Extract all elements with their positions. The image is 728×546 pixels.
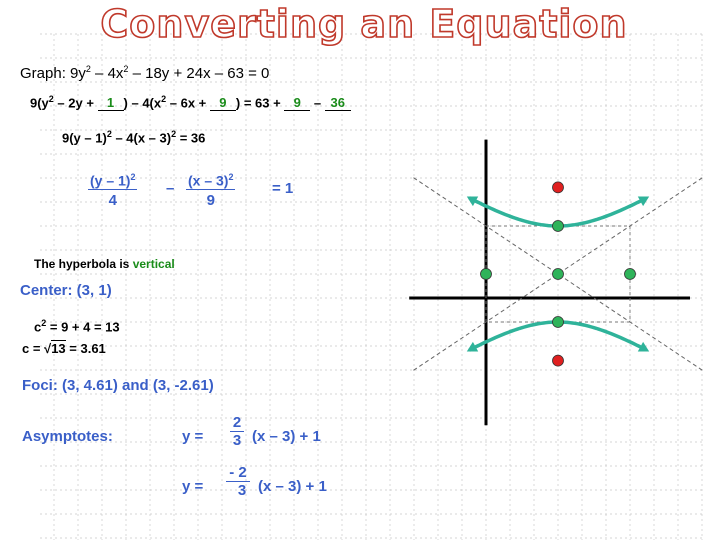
blank-2: 9: [210, 95, 236, 111]
upper-focus-point: [553, 182, 564, 193]
graph-equation: Graph: $9y^2 - 4x^2 - 18y + 24x - 63 = 0$: [20, 64, 270, 82]
factored-equation: 9(y – 1)$^2$ – 4(x – 3)$^2$ = 36: [62, 129, 206, 146]
blank-4: 36: [325, 95, 351, 111]
fraction-minus: –: [166, 180, 175, 197]
blank-3: 9: [284, 95, 310, 111]
asymptote-2-rest: (x – 3) + 1: [258, 478, 327, 495]
standard-form-fraction-1: (y – 1)$^2$ 4: [90, 172, 136, 209]
asymptote-1-lhs: y =: [182, 428, 204, 445]
asymptote-2-slope: - 2 3: [226, 464, 250, 499]
upper-vertex-point: [553, 221, 564, 232]
asymptote-1-slope: 2 3: [230, 414, 244, 449]
completing-square-step: $9(y^2 - 2y + 1$ ) – $4(x^2 - 6x + 9$ ) = 63 + 9 – 36: [30, 94, 351, 111]
blank-1: 1: [98, 95, 124, 111]
asymptote-2-lhs: y =: [182, 478, 204, 495]
center-statement: Center: (3, 1): [20, 282, 112, 299]
left-co-vertex-point: [481, 269, 492, 280]
lower-focus-point: [553, 355, 564, 366]
lower-vertex-point: [553, 317, 564, 328]
orientation-statement: The hyperbola is vertical: [34, 257, 175, 271]
standard-form-fraction-2: (x – 3)$^2$ 9: [188, 172, 234, 209]
c-value-calc: c = √13 = 3.61: [22, 341, 106, 356]
asymptotes-label: Asymptotes:: [22, 428, 113, 445]
foci-statement: Foci: (3, 4.61) and (3, -2.61): [22, 377, 214, 394]
page-title: Converting an Equation: [100, 2, 628, 46]
fraction-rhs: = 1: [272, 180, 294, 197]
right-co-vertex-point: [625, 269, 636, 280]
center-point: [553, 269, 564, 280]
c-squared-calc: $c^2 = 9 + 4 = 13$: [34, 318, 120, 335]
asymptote-1-rest: (x – 3) + 1: [252, 428, 321, 445]
